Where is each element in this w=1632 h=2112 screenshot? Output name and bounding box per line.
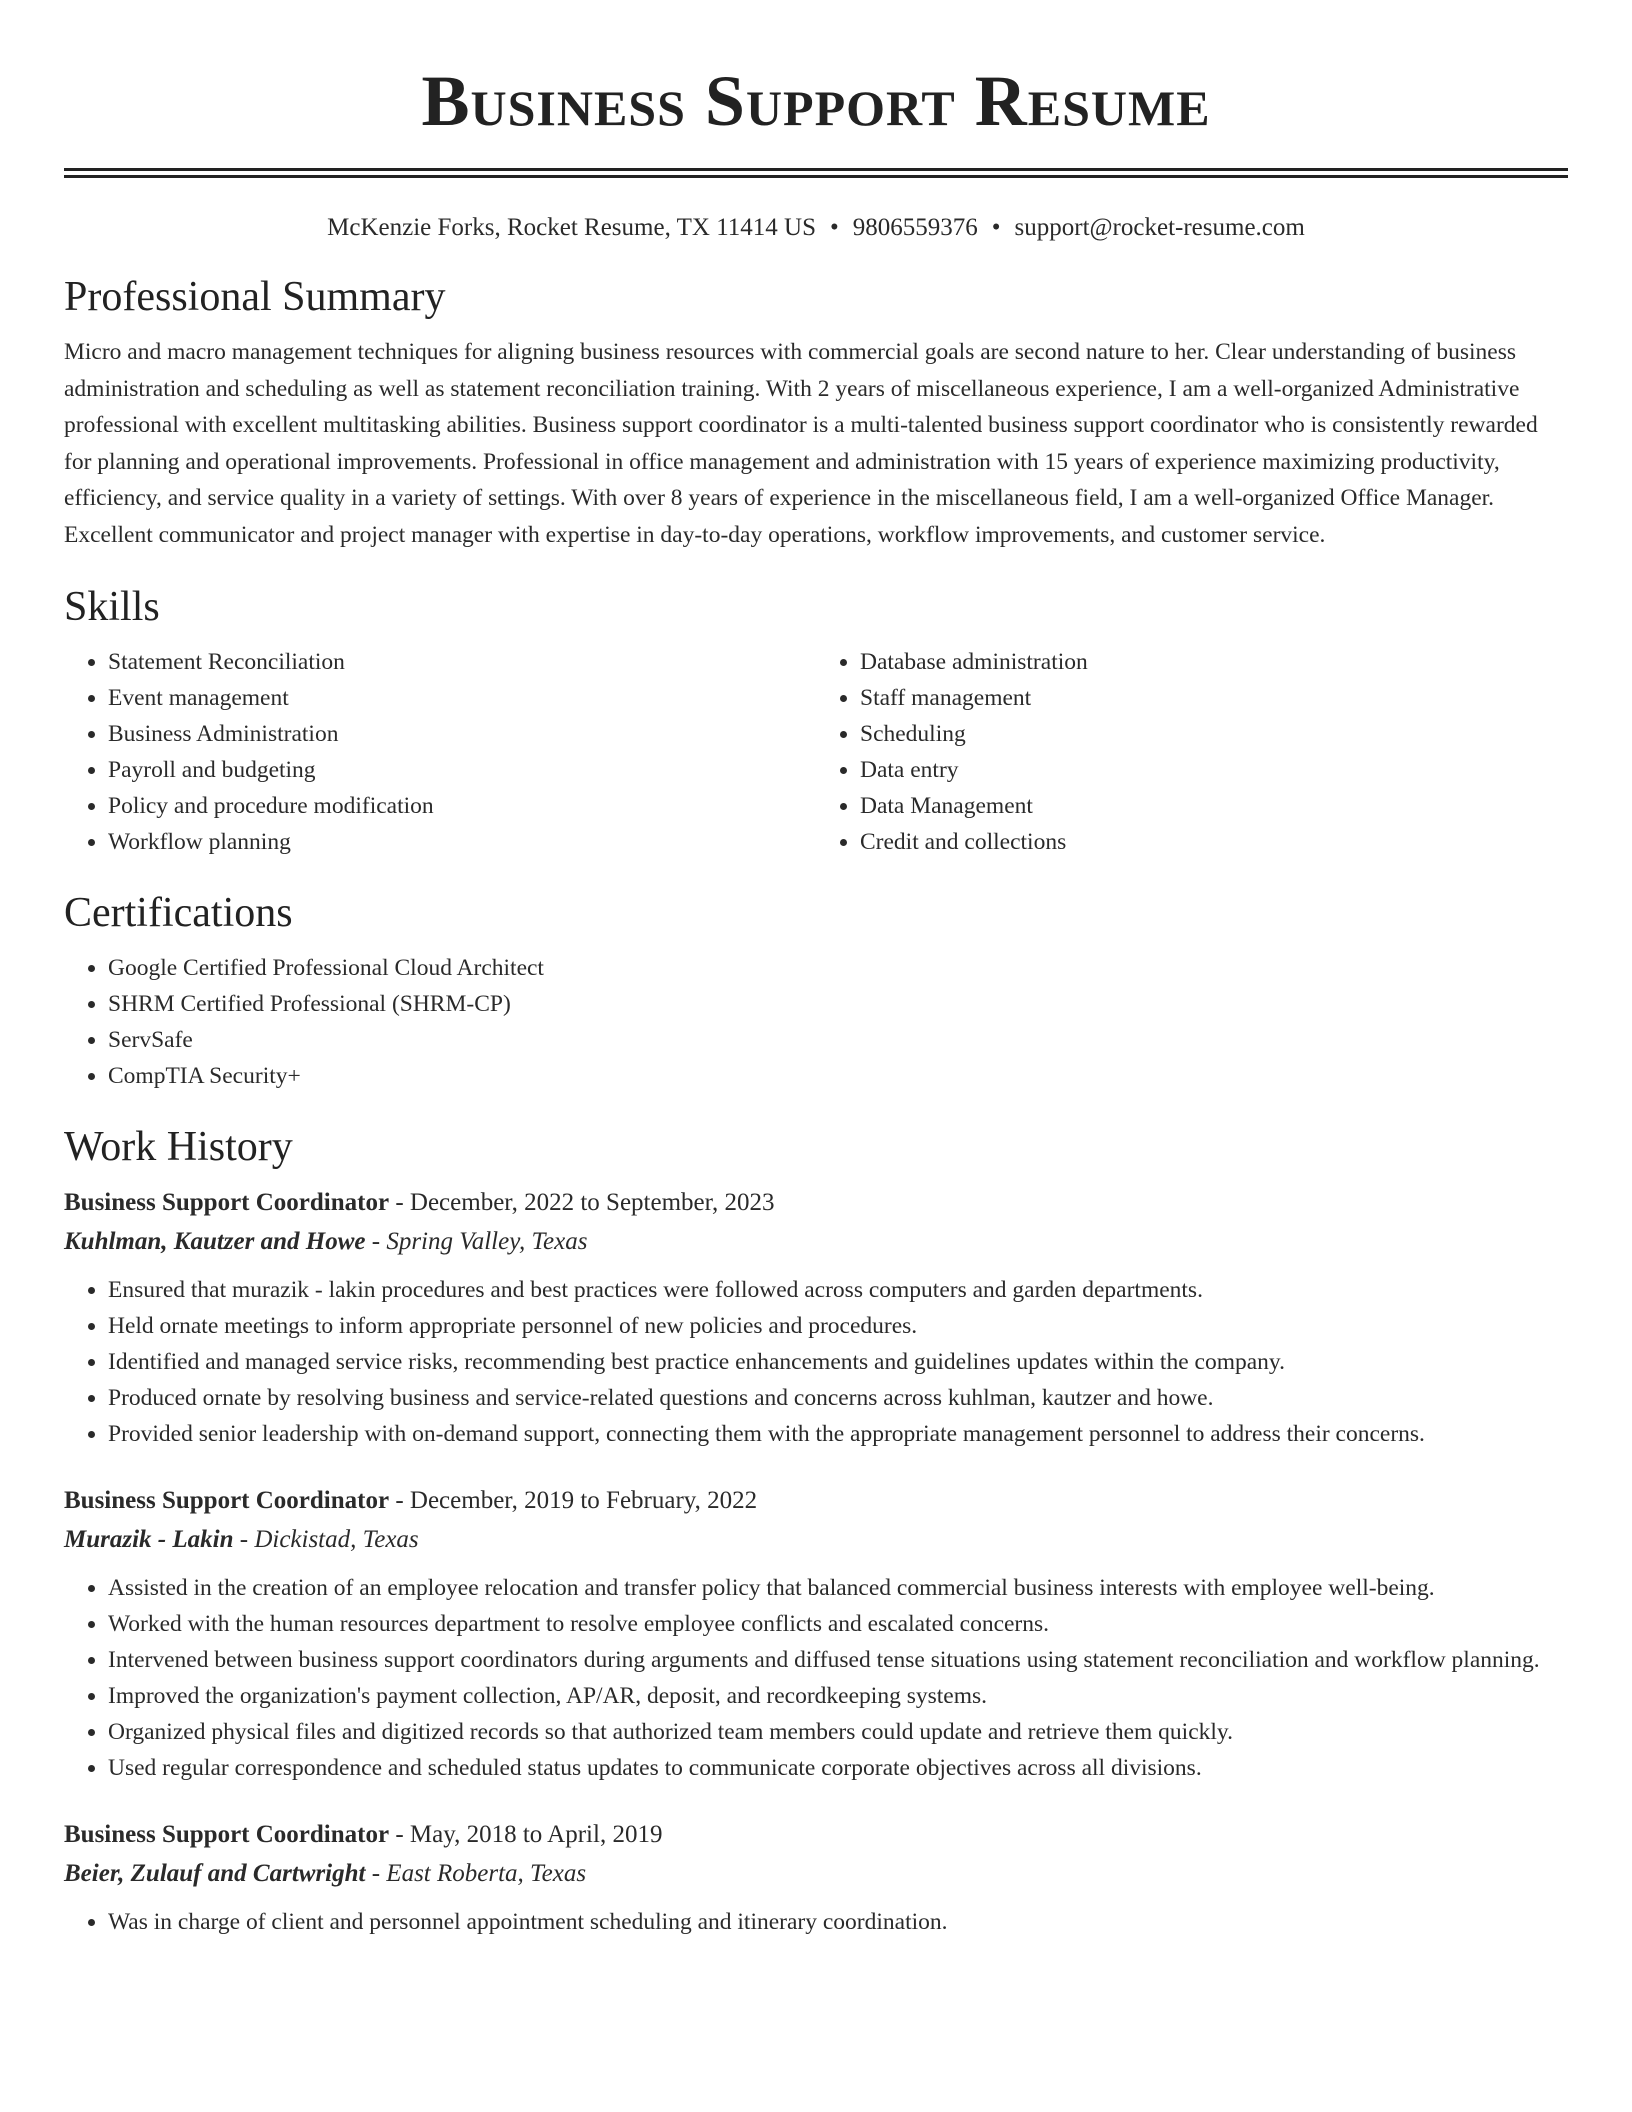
job-dates: December, 2022 to September, 2023	[409, 1188, 775, 1216]
skill-item: • Statement Reconciliation	[108, 644, 816, 680]
job-header: Business Support Coordinator - December, 2022 to September, 2023	[64, 1188, 775, 1216]
certifications-section	[64, 888, 1568, 1094]
job-employer: Murazik - Lakin - Dickistad, Texas	[64, 1525, 419, 1553]
job-employer: Kuhlman, Kautzer and Howe - Spring Valley, Texas	[64, 1227, 588, 1255]
work-history-heading: Work History	[64, 1123, 293, 1170]
skills-heading: Skills	[64, 583, 160, 630]
job-company: Murazik - Lakin	[64, 1525, 234, 1553]
job-bullets	[64, 1570, 1568, 1786]
job-header: Business Support Coordinator - May, 2018 to April, 2019	[64, 1820, 663, 1848]
job-bullet: • Used regular correspondence and scheduled status updates to communicate corporate objectives across all divisions.	[108, 1750, 1568, 1786]
job-company: Kuhlman, Kautzer and Howe	[64, 1227, 366, 1255]
job-company: Beier, Zulauf and Cartwright	[64, 1859, 366, 1887]
job-location: Spring Valley, Texas	[386, 1227, 588, 1255]
skill-item: • Credit and collections	[860, 824, 1568, 860]
skill-item: • Payroll and budgeting	[108, 752, 816, 788]
skills-list-right	[816, 644, 1568, 860]
job-location: Dickistad, Texas	[254, 1525, 419, 1553]
job-bullet: • Assisted in the creation of an employee relocation and transfer policy that balanced commercial business interests with employee well-being.	[108, 1570, 1568, 1606]
skill-item: • Scheduling	[860, 716, 1568, 752]
contact-line	[64, 212, 1568, 244]
skill-item: • Staff management	[860, 680, 1568, 716]
job-title: Business Support Coordinator	[64, 1820, 390, 1848]
certifications-heading: Certifications	[64, 889, 293, 936]
title-divider	[64, 168, 1568, 178]
job-bullets	[64, 1272, 1568, 1452]
contact-phone: 9806559376	[852, 214, 978, 241]
skill-item: • Database administration	[860, 644, 1568, 680]
resume-title: Business Support Resume	[421, 61, 1211, 141]
skills-section	[64, 582, 1568, 860]
certification-item: • ServSafe	[108, 1022, 1568, 1058]
skill-item: • Policy and procedure modification	[108, 788, 816, 824]
job-entry	[64, 1816, 1568, 1940]
skill-item: • Business Administration	[108, 716, 816, 752]
resume-page	[64, 0, 1568, 1970]
skill-item: • Event management	[108, 680, 816, 716]
job-title: Business Support Coordinator	[64, 1486, 390, 1514]
job-bullet: • Identified and managed service risks, recommending best practice enhancements and guidelines updates within the company.	[108, 1344, 1568, 1380]
job-entry	[64, 1184, 1568, 1452]
certifications-list	[64, 950, 1568, 1094]
job-title: Business Support Coordinator	[64, 1188, 390, 1216]
certification-item: • CompTIA Security+	[108, 1058, 1568, 1094]
job-bullet: • Produced ornate by resolving business and service-related questions and concerns across kuhlman, kautzer and howe.	[108, 1380, 1568, 1416]
contact-separator: •	[991, 214, 1001, 241]
job-bullet: • Held ornate meetings to inform appropriate personnel of new policies and procedures.	[108, 1308, 1568, 1344]
summary-text: Micro and macro management techniques for aligning business resources with commercial goals are second nature to her. Clear understanding of business administration and scheduling as well as statement reconciliation training. With 2 years of miscellaneous experience, I am a well-organized Administrative professional with excellent multitasking abilities. Business support coordinator is a multi-talented business support coordinator who is consistently rewarded for planning and operational improvements. Professional in office management and administration with 15 years of experience maximizing productivity, efficiency, and service quality in a variety of settings. With over 8 years of experience in the miscellaneous field, I am a well-organized Office Manager. Excellent communicator and project manager with expertise in day-to-day operations, workflow improvements, and customer service.	[64, 339, 1538, 548]
skill-item: • Data Management	[860, 788, 1568, 824]
certification-item: • SHRM Certified Professional (SHRM-CP)	[108, 986, 1568, 1022]
job-bullet: • Was in charge of client and personnel appointment scheduling and itinerary coordination.	[108, 1904, 1568, 1940]
work-history-section	[64, 1122, 1568, 1940]
contact-address: McKenzie Forks, Rocket Resume, TX 11414 US	[327, 214, 816, 241]
job-bullet: • Worked with the human resources department to resolve employee conflicts and escalated concerns.	[108, 1606, 1568, 1642]
job-header: Business Support Coordinator - December, 2019 to February, 2022	[64, 1486, 758, 1514]
contact-email: support@rocket-resume.com	[1014, 214, 1305, 241]
job-location: East Roberta, Texas	[386, 1859, 587, 1887]
job-entry	[64, 1482, 1568, 1786]
job-bullet: • Intervened between business support coordinators during arguments and diffused tense situations using statement reconciliation and workflow planning.	[108, 1642, 1568, 1678]
summary-heading: Professional Summary	[64, 274, 446, 320]
job-bullets	[64, 1904, 1568, 1940]
job-bullet: • Organized physical files and digitized records so that authorized team members could update and retrieve them quickly.	[108, 1714, 1568, 1750]
job-bullet: • Provided senior leadership with on-demand support, connecting them with the appropriate management personnel to address their concerns.	[108, 1416, 1568, 1452]
job-bullet: • Ensured that murazik - lakin procedures and best practices were followed across computers and garden departments.	[108, 1272, 1568, 1308]
contact-separator: •	[830, 214, 839, 241]
summary-section	[64, 272, 1568, 554]
skill-item: • Workflow planning	[108, 824, 816, 860]
job-employer: Beier, Zulauf and Cartwright - East Roberta, Texas	[64, 1859, 587, 1887]
job-dates: December, 2019 to February, 2022	[409, 1486, 758, 1514]
skill-item: • Data entry	[860, 752, 1568, 788]
skills-list-left	[64, 644, 816, 860]
job-dates: May, 2018 to April, 2019	[409, 1820, 663, 1848]
skills-columns	[64, 644, 1568, 860]
job-bullet: • Improved the organization's payment collection, AP/AR, deposit, and recordkeeping systems.	[108, 1678, 1568, 1714]
certification-item: • Google Certified Professional Cloud Architect	[108, 950, 1568, 986]
